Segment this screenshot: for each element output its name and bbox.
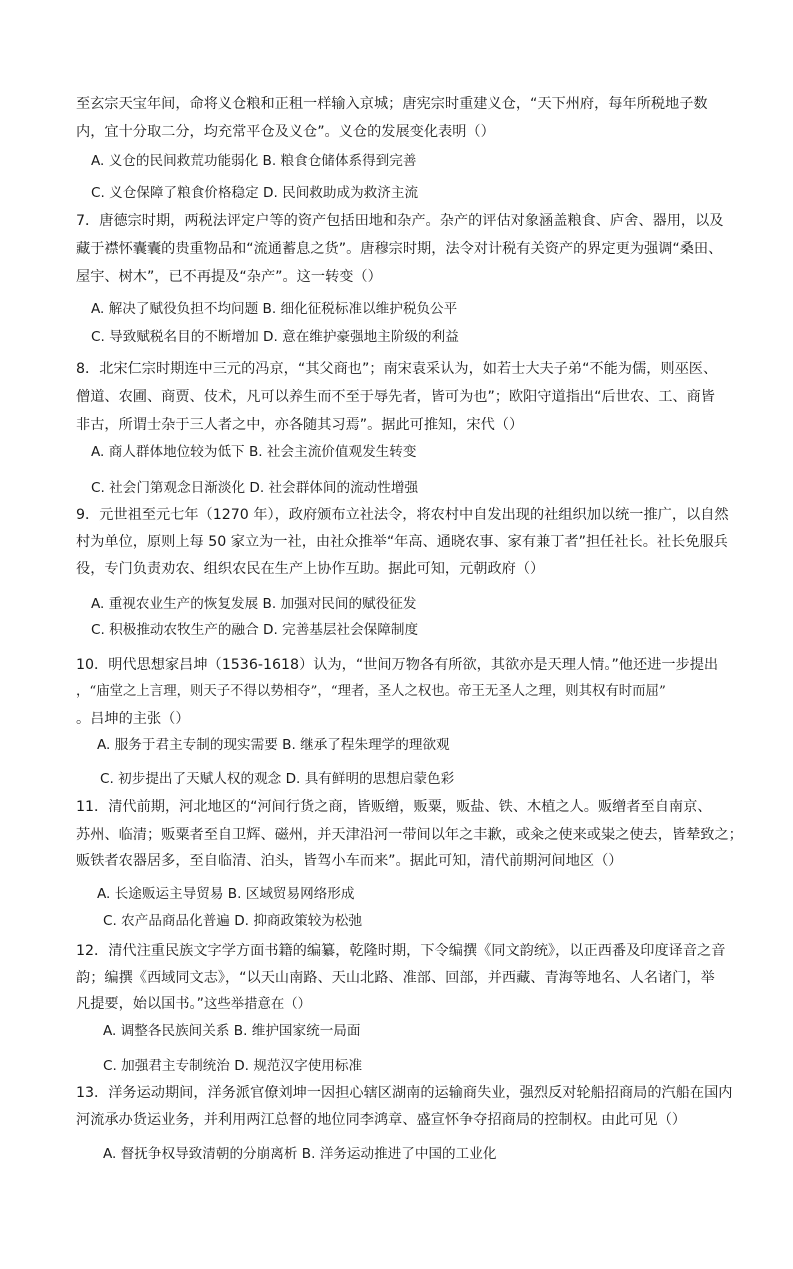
q10-stem-line-2: ，“庙堂之上言理，则天子不得以势相夺”，“理者，圣人之权也。帝王无圣人之理，则其权有时而屈” <box>76 684 666 699</box>
q11-stem-line-2: 苏州、临清；贩粟者至自卫辉、磁州，并天津沿河一带间以年之丰歉，或籴之使来或粜之使去，皆辇致之； <box>76 827 743 843</box>
q7-stem-line-3: 屋宇、树木”，已不再提及“杂产”。这一转变（） <box>76 269 382 285</box>
q7-stem-line-2: 藏于襟怀囊囊的贵重物品和“流通蓄息之货”。唐穆宗时期，法令对计税有关资产的界定更为强调“桑田、 <box>76 241 723 257</box>
q11-options-cd: C. 农产品商品化普遍 D. 抑商政策较为松弛 <box>103 913 363 929</box>
q8-stem-line-2: 僧道、农圃、商贾、伎术，凡可以养生而不至于辱先者，皆可为也”；欧阳守道指出“后世农、工、商皆 <box>76 389 715 405</box>
q9-stem-line-3: 役，专门负责劝农、组织农民在生产上协作互助。据此可知，元朝政府（） <box>76 561 545 577</box>
q12-stem-line-3 <box>76 994 311 1015</box>
q13-options-ab: A. 督抚争权导致清朝的分崩离析 B. 洋务运动推进了中国的工业化 <box>103 1146 497 1162</box>
q7-options-cd: C. 导致赋税名目的不断增加 D. 意在维护豪强地主阶级的利益 <box>91 329 459 345</box>
q12-stem-line-1: 12．清代注重民族文字学方面书籍的编纂，乾隆时期，下令编撰《同文韵统》，以正西番及印度译音之音 <box>76 943 726 959</box>
q7-options-ab: A. 解决了赋役负担不均问题 B. 细化征税标准以维护税负公平 <box>91 301 458 317</box>
q8-options-cd: C. 社会门第观念日渐淡化 D. 社会群体间的流动性增强 <box>91 480 419 496</box>
q12-question-tail: 这些举措意在（） <box>203 997 312 1012</box>
q9-options-ab: A. 重视农业生产的恢复发展 B. 加强对民间的赋役征发 <box>91 596 417 612</box>
q6-options-ab: A. 义仓的民间救荒功能弱化 B. 粮食仓储体系得到完善 <box>91 153 417 169</box>
q9-options-cd: C. 积极推动农牧生产的融合 D. 完善基层社会保障制度 <box>91 622 419 638</box>
q13-stem-line-1: 13．洋务运动期间，洋务派官僚刘坤一因担心辖区湖南的运输商失业，强烈反对轮船招商局的汽船在国内 <box>76 1085 733 1101</box>
q12-quote-end: 凡提要，始以国书。” <box>76 996 204 1012</box>
q10-options-ab: A. 服务于君主专制的现实需要 B. 继承了程朱理学的理欲观 <box>97 737 450 753</box>
q10-options-cd: C. 初步提出了天赋人权的观念 D. 具有鲜明的思想启蒙色彩 <box>100 771 455 787</box>
q8-stem-line-1: 8．北宋仁宗时期连中三元的冯京，“其父商也”；南宋袁采认为，如若士大夫子弟“不能为儒，则巫医、 <box>76 361 718 377</box>
q11-stem-line-3: 贩铁者农器居多，至自临清、泊头，皆驾小车而来”。据此可知，清代前期河间地区（） <box>76 853 623 869</box>
q6-stem-line-2: 内，宜十分取二分，均充常平仓及义仓”。义仓的发展变化表明（） <box>76 124 495 140</box>
q12-options-cd: C. 加强君主专制统治 D. 规范汉字使用标准 <box>103 1058 363 1074</box>
q9-stem-line-2: 村为单位，原则上每 50 家立为一社，由社众推举“年高、通晓农事、家有兼丁者”担任社长。社长免服兵 <box>76 534 728 550</box>
q11-options-ab: A. 长途贩运主导贸易 B. 区域贸易网络形成 <box>97 886 355 902</box>
q12-options-ab: A. 调整各民族间关系 B. 维护国家统一局面 <box>103 1023 361 1039</box>
q13-stem-line-2: 河流承办货运业务，并利用两江总督的地位同李鸿章、盛宣怀争夺招商局的控制权。由此可见（） <box>76 1112 687 1128</box>
q11-stem-line-1: 11．清代前期，河北地区的“河间行货之商，皆贩缯，贩粟，贩盐、铁、木植之人。贩缯者至自南京、 <box>76 799 712 815</box>
q8-options-ab: A. 商人群体地位较为低下 B. 社会主流价值观发生转变 <box>91 444 417 460</box>
q10-stem-line-3: 。吕坤的主张（） <box>76 711 190 727</box>
q7-stem-line-1: 7．唐德宗时期，两税法评定户等的资产包括田地和杂产。杂产的评估对象涵盖粮食、庐舍、器用，以及 <box>76 213 724 229</box>
q10-stem-line-1: 10．明代思想家吕坤（1536-1618）认为，“世间万物各有所欲，其欲亦是天理人情。”他还进一步提出 <box>76 657 719 673</box>
q6-stem-line-1: 至玄宗天宝年间，命将义仓粮和正租一样输入京城；唐宪宗时重建义仓，“天下州府，每年所税地子数 <box>76 96 708 112</box>
q9-stem-line-1: 9．元世祖至元七年（1270 年），政府颁布立社法令，将农村中自发出现的社组织加以统一推广，以自然 <box>76 507 729 523</box>
q12-stem-line-2: 韵；编撰《西域同文志》，“以天山南路、天山北路、准部、回部，并西藏、青海等地名、人名诸门，举 <box>76 970 715 986</box>
q8-stem-line-3: 非古，所谓士杂于三人者之中，亦各随其习焉”。据此可推知，宋代（） <box>76 417 524 433</box>
q6-options-cd: C. 义仓保障了粮食价格稳定 D. 民间救助成为救济主流 <box>91 185 419 201</box>
